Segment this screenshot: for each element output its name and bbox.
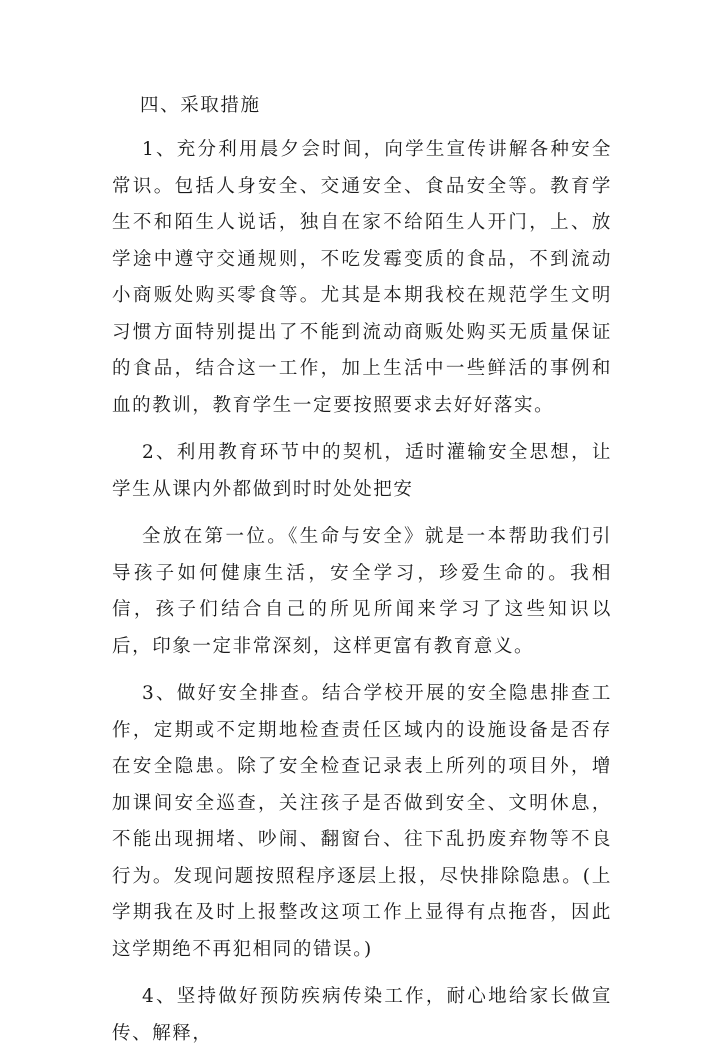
paragraph-2: 2、利用教育环节中的契机，适时灌输安全思想，让学生从课内外都做到时时处处把安	[112, 442, 612, 500]
paragraph-2-continued: 全放在第一位。《生命与安全》就是一本帮助我们引导孩子如何健康生活，安全学习，珍爱生命的。我相信，孩子们结合自己的所见所闻来学习了这些知识以后，印象一定非常深刻，这样更富有教育意义。	[112, 526, 612, 657]
paragraph-1: 1、充分利用晨夕会时间，向学生宣传讲解各种安全常识。包括人身安全、交通安全、食品安全等。教育学生不和陌生人说话，独自在家不给陌生人开门，上、放学途中遵守交通规则，不吃发霉变质的食品，不到流动小商贩处购买零食等。尤其是本期我校在规范学生文明习惯方面特别提出了不能到流动商贩处购买无质量保证的食品，结合这一工作，加上生活中一些鲜活的事例和血的教训，教育学生一定要按照要求去好好落实。	[112, 139, 612, 416]
section-heading: 四、采取措施	[140, 95, 261, 116]
paragraph-3: 3、做好安全排查。结合学校开展的安全隐患排查工作，定期或不定期地检查责任区域内的设施设备是否存在安全隐患。除了安全检查记录表上所列的项目外，增加课间安全巡查，关注孩子是否做到安全、文明休息，不能出现拥堵、吵闹、翻窗台、往下乱扔废弃物等不良行为。发现问题按照程序逐层上报，尽快排除隐患。(上学期我在及时上报整改这项工作上显得有点拖沓，因此这学期绝不再犯相同的错误。)	[112, 683, 612, 960]
document-body	[112, 88, 612, 1052]
paragraph-4: 4、坚持做好预防疾病传染工作，耐心地给家长做宣传、解释，	[112, 986, 612, 1044]
